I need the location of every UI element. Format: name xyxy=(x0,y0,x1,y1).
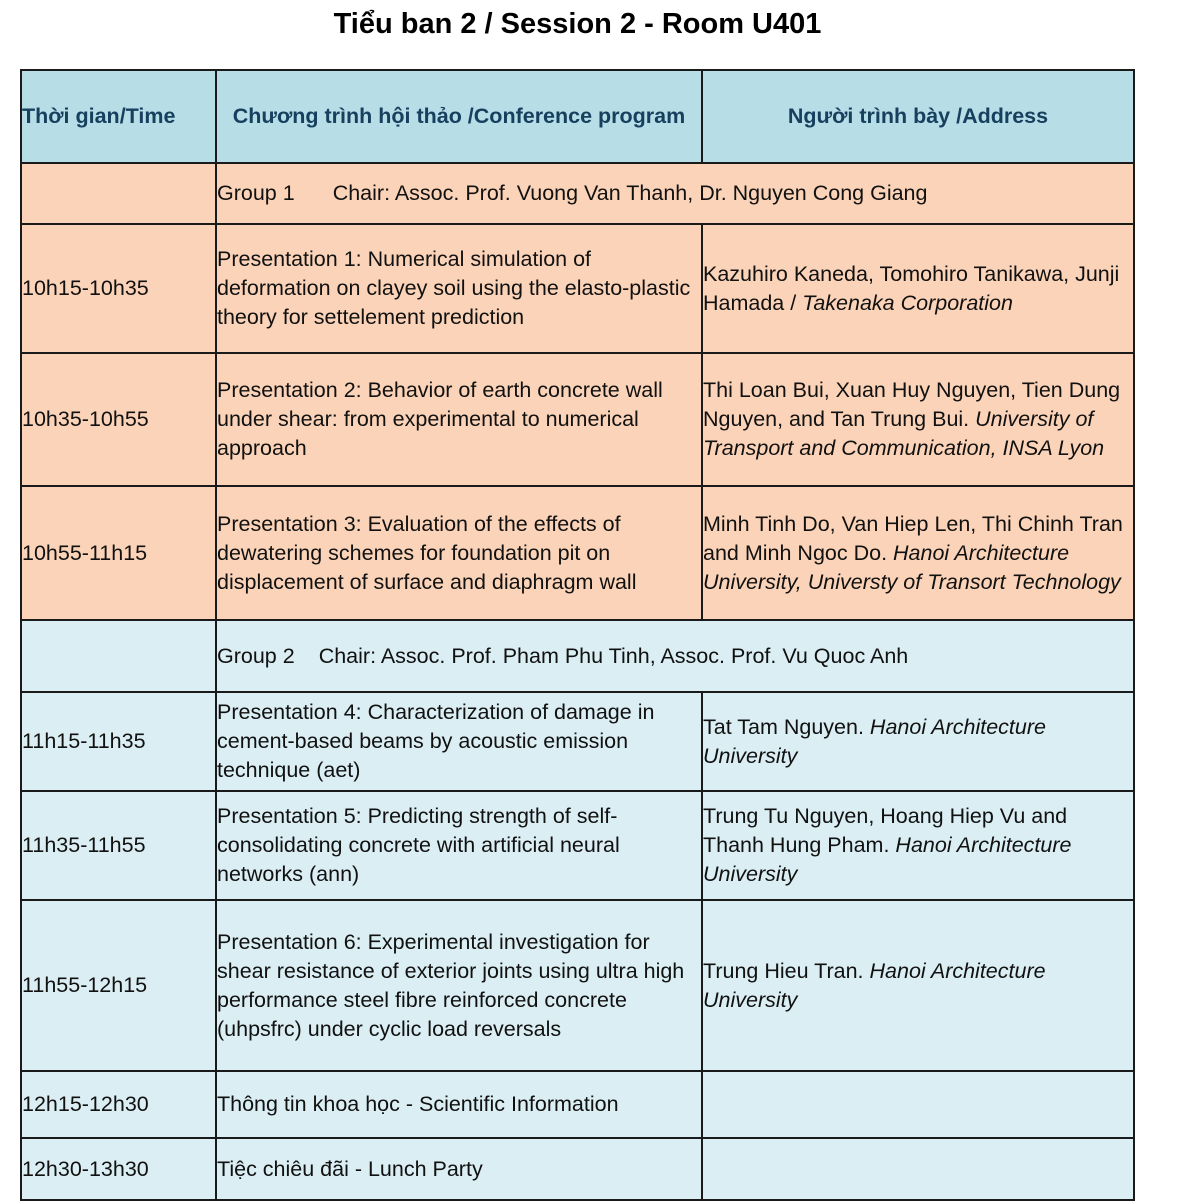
header-program: Chương trình hội thảo /Conference program xyxy=(216,70,702,163)
table-row xyxy=(21,900,1134,1071)
table-row xyxy=(21,486,1134,620)
program-cell: Presentation 2: Behavior of earth concrete wall under shear: from experimental to numerical approach xyxy=(216,353,702,486)
group1-chair: Chair: Assoc. Prof. Vuong Van Thanh, Dr. Nguyen Cong Giang xyxy=(332,181,928,205)
authors: Trung Hieu Tran. xyxy=(703,958,870,983)
address-cell xyxy=(702,353,1134,486)
address-cell xyxy=(702,224,1134,353)
program-cell: Thông tin khoa học - Scientific Information xyxy=(216,1071,702,1138)
authors: Minh Tinh Do, Van Hiep Len, Thi Chinh Tran and Minh Ngoc Do. xyxy=(703,511,1123,565)
table-row xyxy=(21,1071,1134,1138)
address-cell xyxy=(702,692,1134,791)
table-row xyxy=(21,791,1134,900)
table-row xyxy=(21,1138,1134,1200)
group2-label: Group 2 xyxy=(217,643,295,668)
program-cell: Presentation 6: Experimental investigation for shear resistance of exterior joints using ultra high performance steel fibre reinforced concrete (uhpsfrc) under cyclic load reversals xyxy=(216,900,702,1071)
group1-time-cell xyxy=(21,163,216,224)
authors: Kazuhiro Kaneda, Tomohiro Tanikawa, Junji Hamada / xyxy=(703,261,1120,315)
group1-header-row xyxy=(21,163,1134,224)
affiliation: Hanoi Architecture University xyxy=(703,958,1046,1012)
table-row xyxy=(21,692,1134,791)
program-cell: Presentation 3: Evaluation of the effects of dewatering schemes for foundation pit on displacement of surface and diaphragm wall xyxy=(216,486,702,620)
group1-chair-cell xyxy=(216,163,1134,224)
page-title: Tiểu ban 2 / Session 2 - Room U401 xyxy=(333,8,822,40)
affiliation: Hanoi Architecture University xyxy=(703,833,1072,886)
header-row xyxy=(21,70,1134,163)
program-cell: Presentation 5: Predicting strength of self-consolidating concrete with artificial neural networks (ann) xyxy=(216,791,702,900)
address-cell xyxy=(702,1138,1134,1200)
program-cell: Presentation 1: Numerical simulation of deformation on clayey soil using the elasto-plastic theory for settelement prediction xyxy=(216,224,702,353)
address-cell xyxy=(702,791,1134,900)
time-cell: 11h35-11h55 xyxy=(21,791,216,900)
table-row xyxy=(21,353,1134,486)
time-cell: 11h55-12h15 xyxy=(21,900,216,1071)
group2-chair-cell xyxy=(216,620,1134,692)
affiliation: Hanoi Architecture University, Universty of Transort Technology xyxy=(703,540,1121,594)
address-cell xyxy=(702,1071,1134,1138)
program-table xyxy=(20,69,1135,1201)
group1-label: Group 1 xyxy=(217,181,295,205)
table-row xyxy=(21,224,1134,353)
program-cell: Presentation 4: Characterization of damage in cement-based beams by acoustic emission technique (aet) xyxy=(216,692,702,791)
affiliation: University of Transport and Communication, INSA Lyon xyxy=(703,407,1105,460)
authors: Trung Tu Nguyen, Hoang Hiep Vu and Thanh Hung Pham. xyxy=(703,804,1068,857)
authors: Tat Tam Nguyen. xyxy=(703,714,870,739)
address-cell xyxy=(702,486,1134,620)
affiliation: Takenaka Corporation xyxy=(802,290,1013,315)
time-cell: 11h15-11h35 xyxy=(21,692,216,791)
address-cell xyxy=(702,900,1134,1071)
time-cell: 10h35-10h55 xyxy=(21,353,216,486)
time-cell: 12h15-12h30 xyxy=(21,1071,216,1138)
header-address: Người trình bày /Address xyxy=(702,70,1134,163)
authors: Thi Loan Bui, Xuan Huy Nguyen, Tien Dung Nguyen, and Tan Trung Bui. xyxy=(703,378,1121,431)
header-time: Thời gian/Time xyxy=(21,70,216,163)
time-cell: 10h15-10h35 xyxy=(21,224,216,353)
group2-header-row xyxy=(21,620,1134,692)
program-cell: Tiệc chiêu đãi - Lunch Party xyxy=(216,1138,702,1200)
group2-chair: Chair: Assoc. Prof. Pham Phu Tinh, Assoc. Prof. Vu Quoc Anh xyxy=(318,643,909,668)
time-cell: 10h55-11h15 xyxy=(21,486,216,620)
time-cell: 12h30-13h30 xyxy=(21,1138,216,1200)
group2-time-cell xyxy=(21,620,216,692)
affiliation: Hanoi Architecture University xyxy=(703,714,1046,768)
